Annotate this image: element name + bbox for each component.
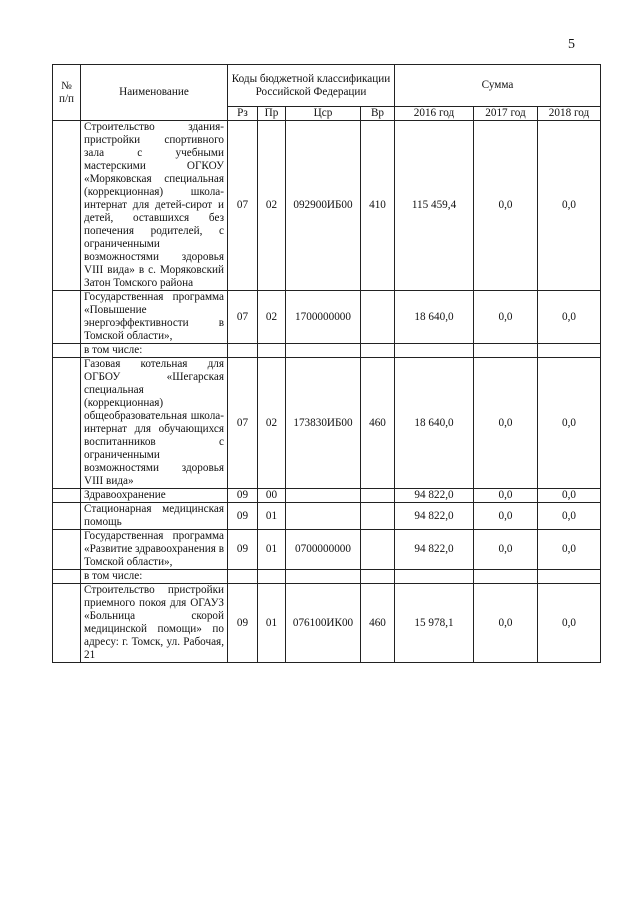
- sum-2016-cell: 94 822,0: [395, 530, 474, 570]
- sum-2017-cell: [474, 570, 538, 584]
- sum-2017-cell: 0,0: [474, 584, 538, 663]
- vr-cell: [361, 570, 395, 584]
- csr-cell: 0700000000: [286, 530, 361, 570]
- vr-cell: [361, 489, 395, 503]
- sum-2016-cell: [395, 570, 474, 584]
- sum-2016-cell: 15 978,1: [395, 584, 474, 663]
- rz-cell: 09: [228, 503, 258, 530]
- table-body: [53, 121, 601, 663]
- sum-2017-cell: 0,0: [474, 121, 538, 291]
- csr-cell: [286, 570, 361, 584]
- csr-cell: [286, 489, 361, 503]
- num-cell: [53, 121, 81, 291]
- sum-2018-cell: 0,0: [538, 358, 601, 489]
- sum-2016-cell: [395, 344, 474, 358]
- sum-2018-cell: [538, 570, 601, 584]
- sum-2018-cell: 0,0: [538, 291, 601, 344]
- name-cell: Газовая котельная для ОГБОУ «Шегарская специальная (коррекционная) общеобразовательная школа-интернат для обучающихся воспитанников с ограниченными возможностями здоровья VIII вида»: [81, 358, 228, 489]
- sum-2017-cell: 0,0: [474, 291, 538, 344]
- col-sum-header: Сумма: [395, 65, 601, 107]
- num-cell: [53, 530, 81, 570]
- pr-cell: 00: [258, 489, 286, 503]
- csr-cell: [286, 503, 361, 530]
- vr-cell: 410: [361, 121, 395, 291]
- table-row: [53, 584, 601, 663]
- table-row: [53, 121, 601, 291]
- table-row: [53, 503, 601, 530]
- col-vr-header: Вр: [361, 107, 395, 121]
- col-name-header: Наименование: [81, 65, 228, 121]
- sum-2016-cell: 18 640,0: [395, 358, 474, 489]
- table-row: [53, 291, 601, 344]
- sum-2017-cell: 0,0: [474, 530, 538, 570]
- rz-cell: 07: [228, 121, 258, 291]
- sum-2018-cell: [538, 344, 601, 358]
- pr-cell: 01: [258, 584, 286, 663]
- sum-2016-cell: 94 822,0: [395, 503, 474, 530]
- sum-2018-cell: 0,0: [538, 121, 601, 291]
- table-row: [53, 489, 601, 503]
- col-2017-header: 2017 год: [474, 107, 538, 121]
- name-cell: Строительство здания-пристройки спортивного зала с учебными мастерскими ОГКОУ «Моряковская специальная (коррекционная) школа-интернат для детей-сирот и детей, оставшихся без попечения родителей, с ограниченными возможностями здоровья VIII вида» в с. Моряковский Затон Томского района: [81, 121, 228, 291]
- vr-cell: [361, 503, 395, 530]
- col-2018-header: 2018 год: [538, 107, 601, 121]
- pr-cell: 01: [258, 503, 286, 530]
- num-cell: [53, 344, 81, 358]
- vr-cell: [361, 291, 395, 344]
- csr-cell: [286, 344, 361, 358]
- name-cell: в том числе:: [81, 344, 228, 358]
- name-cell: Здравоохранение: [81, 489, 228, 503]
- sum-2018-cell: 0,0: [538, 503, 601, 530]
- sum-2017-cell: [474, 344, 538, 358]
- sum-2017-cell: 0,0: [474, 503, 538, 530]
- sum-2016-cell: 115 459,4: [395, 121, 474, 291]
- col-codes-header: Коды бюджетной классификации Российской Федерации: [228, 65, 395, 107]
- rz-cell: 09: [228, 530, 258, 570]
- num-cell: [53, 584, 81, 663]
- sum-2017-cell: 0,0: [474, 358, 538, 489]
- name-cell: в том числе:: [81, 570, 228, 584]
- num-cell: [53, 503, 81, 530]
- table-row: [53, 358, 601, 489]
- name-cell: Строительство пристройки приемного покоя для ОГАУЗ «Больница скорой медицинской помощи» по адресу: г. Томск, ул. Рабочая, 21: [81, 584, 228, 663]
- sum-2016-cell: 18 640,0: [395, 291, 474, 344]
- header-row: [53, 65, 601, 107]
- vr-cell: 460: [361, 584, 395, 663]
- sum-2017-cell: 0,0: [474, 489, 538, 503]
- col-2016-header: 2016 год: [395, 107, 474, 121]
- page-number: 5: [568, 37, 575, 52]
- pr-cell: 02: [258, 121, 286, 291]
- num-cell: [53, 489, 81, 503]
- num-cell: [53, 291, 81, 344]
- vr-cell: [361, 344, 395, 358]
- table-row: [53, 570, 601, 584]
- num-cell: [53, 570, 81, 584]
- name-cell: Государственная программа «Развитие здравоохранения в Томской области»,: [81, 530, 228, 570]
- rz-cell: 09: [228, 584, 258, 663]
- pr-cell: [258, 344, 286, 358]
- pr-cell: 01: [258, 530, 286, 570]
- name-cell: Стационарная медицинская помощь: [81, 503, 228, 530]
- csr-cell: 173830ИБ00: [286, 358, 361, 489]
- vr-cell: [361, 530, 395, 570]
- sum-2018-cell: 0,0: [538, 584, 601, 663]
- pr-cell: 02: [258, 291, 286, 344]
- table-row: [53, 344, 601, 358]
- pr-cell: [258, 570, 286, 584]
- budget-table: [52, 64, 601, 663]
- table-row: [53, 530, 601, 570]
- sum-2016-cell: 94 822,0: [395, 489, 474, 503]
- vr-cell: 460: [361, 358, 395, 489]
- rz-cell: [228, 344, 258, 358]
- csr-cell: 076100ИК00: [286, 584, 361, 663]
- rz-cell: 07: [228, 291, 258, 344]
- rz-cell: 07: [228, 358, 258, 489]
- pr-cell: 02: [258, 358, 286, 489]
- rz-cell: [228, 570, 258, 584]
- col-rz-header: Рз: [228, 107, 258, 121]
- col-num-header: № п/п: [53, 65, 81, 121]
- rz-cell: 09: [228, 489, 258, 503]
- sum-2018-cell: 0,0: [538, 530, 601, 570]
- col-csr-header: Цср: [286, 107, 361, 121]
- sum-2018-cell: 0,0: [538, 489, 601, 503]
- num-cell: [53, 358, 81, 489]
- col-pr-header: Пр: [258, 107, 286, 121]
- csr-cell: 1700000000: [286, 291, 361, 344]
- csr-cell: 092900ИБ00: [286, 121, 361, 291]
- name-cell: Государственная программа «Повышение энергоэффективности в Томской области»,: [81, 291, 228, 344]
